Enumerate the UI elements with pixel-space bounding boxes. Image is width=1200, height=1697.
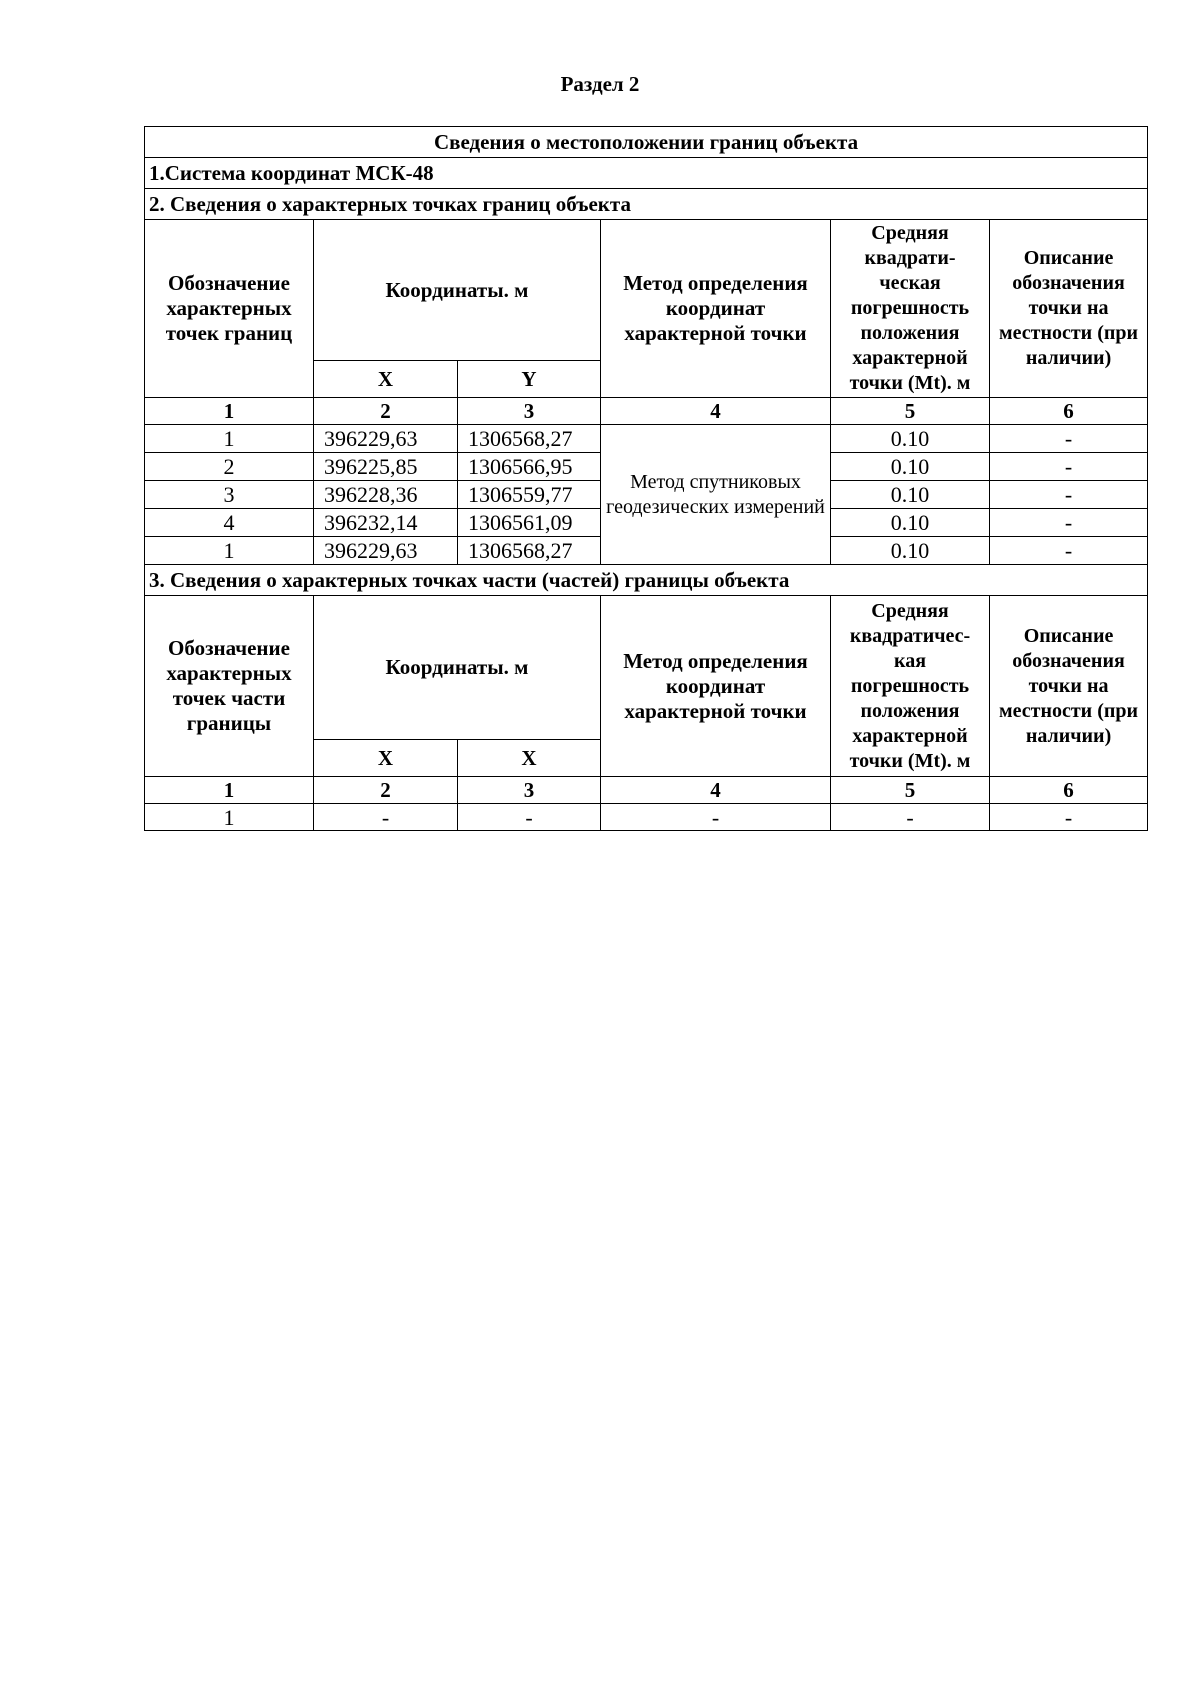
coord-x: 396225,85	[314, 453, 458, 481]
part2-heading: 2. Сведения о характерных точках границ объекта	[145, 189, 1148, 220]
description-value: -	[990, 481, 1148, 509]
point-id: 4	[145, 509, 314, 537]
header-designation: Обозначение характерных точек границ	[145, 220, 314, 398]
header-description: Описание обозначения точки на местности (при наличии)	[990, 220, 1148, 398]
column-number: 3	[458, 777, 601, 804]
part3-heading: 3. Сведения о характерных точках части (частей) границы объекта	[145, 565, 1148, 596]
section-title: Раздел 2	[560, 72, 640, 96]
column-number: 6	[990, 398, 1148, 425]
header-x: X	[314, 361, 458, 398]
column-number: 3	[458, 398, 601, 425]
header-accuracy: Средняя квадрати-ческая погрешность положения характерной точки (Mt). м	[831, 220, 990, 398]
header-y: Y	[458, 361, 601, 398]
coord-y: -	[458, 804, 601, 831]
accuracy-value: 0.10	[831, 537, 990, 565]
column-number: 2	[314, 777, 458, 804]
column-number: 2	[314, 398, 458, 425]
table-row	[145, 425, 1148, 453]
accuracy-value: 0.10	[831, 453, 990, 481]
point-id: 3	[145, 481, 314, 509]
boundary-table	[144, 126, 1148, 831]
header-coordinates: Координаты. м	[314, 596, 601, 740]
point-id: 1	[145, 537, 314, 565]
header-method: Метод определения координат характерной точки	[601, 596, 831, 777]
column-number: 5	[831, 777, 990, 804]
header-x: X	[314, 740, 458, 777]
coord-y: 1306566,95	[458, 453, 601, 481]
coord-x: 396228,36	[314, 481, 458, 509]
coord-x: 396229,63	[314, 425, 458, 453]
accuracy-value: 0.10	[831, 481, 990, 509]
header-x: X	[458, 740, 601, 777]
description-value: -	[990, 537, 1148, 565]
column-number: 4	[601, 398, 831, 425]
description-value: -	[990, 453, 1148, 481]
table-row	[145, 804, 1148, 831]
accuracy-value: 0.10	[831, 425, 990, 453]
method-value: Метод спутниковых геодезических измерений	[601, 425, 831, 565]
header-method: Метод определения координат характерной точки	[601, 220, 831, 398]
coord-y: 1306568,27	[458, 425, 601, 453]
accuracy-value: -	[831, 804, 990, 831]
method-value: -	[601, 804, 831, 831]
accuracy-value: 0.10	[831, 509, 990, 537]
column-number: 4	[601, 777, 831, 804]
point-id: 2	[145, 453, 314, 481]
coord-x: 396232,14	[314, 509, 458, 537]
coord-x: 396229,63	[314, 537, 458, 565]
header-accuracy: Средняя квадратичес-кая погрешность положения характерной точки (Mt). м	[831, 596, 990, 777]
coord-system: 1.Система координат МСК-48	[145, 158, 1148, 189]
table-title: Сведения о местоположении границ объекта	[145, 127, 1148, 158]
coord-y: 1306559,77	[458, 481, 601, 509]
column-number: 6	[990, 777, 1148, 804]
header-coordinates: Координаты. м	[314, 220, 601, 361]
description-value: -	[990, 509, 1148, 537]
coord-x: -	[314, 804, 458, 831]
coord-y: 1306561,09	[458, 509, 601, 537]
description-value: -	[990, 804, 1148, 831]
column-number: 5	[831, 398, 990, 425]
coord-y: 1306568,27	[458, 537, 601, 565]
column-number: 1	[145, 777, 314, 804]
point-id: 1	[145, 425, 314, 453]
description-value: -	[990, 425, 1148, 453]
column-number: 1	[145, 398, 314, 425]
point-id: 1	[145, 804, 314, 831]
header-description: Описание обозначения точки на местности (при наличии)	[990, 596, 1148, 777]
header-designation: Обозначение характерных точек части границы	[145, 596, 314, 777]
